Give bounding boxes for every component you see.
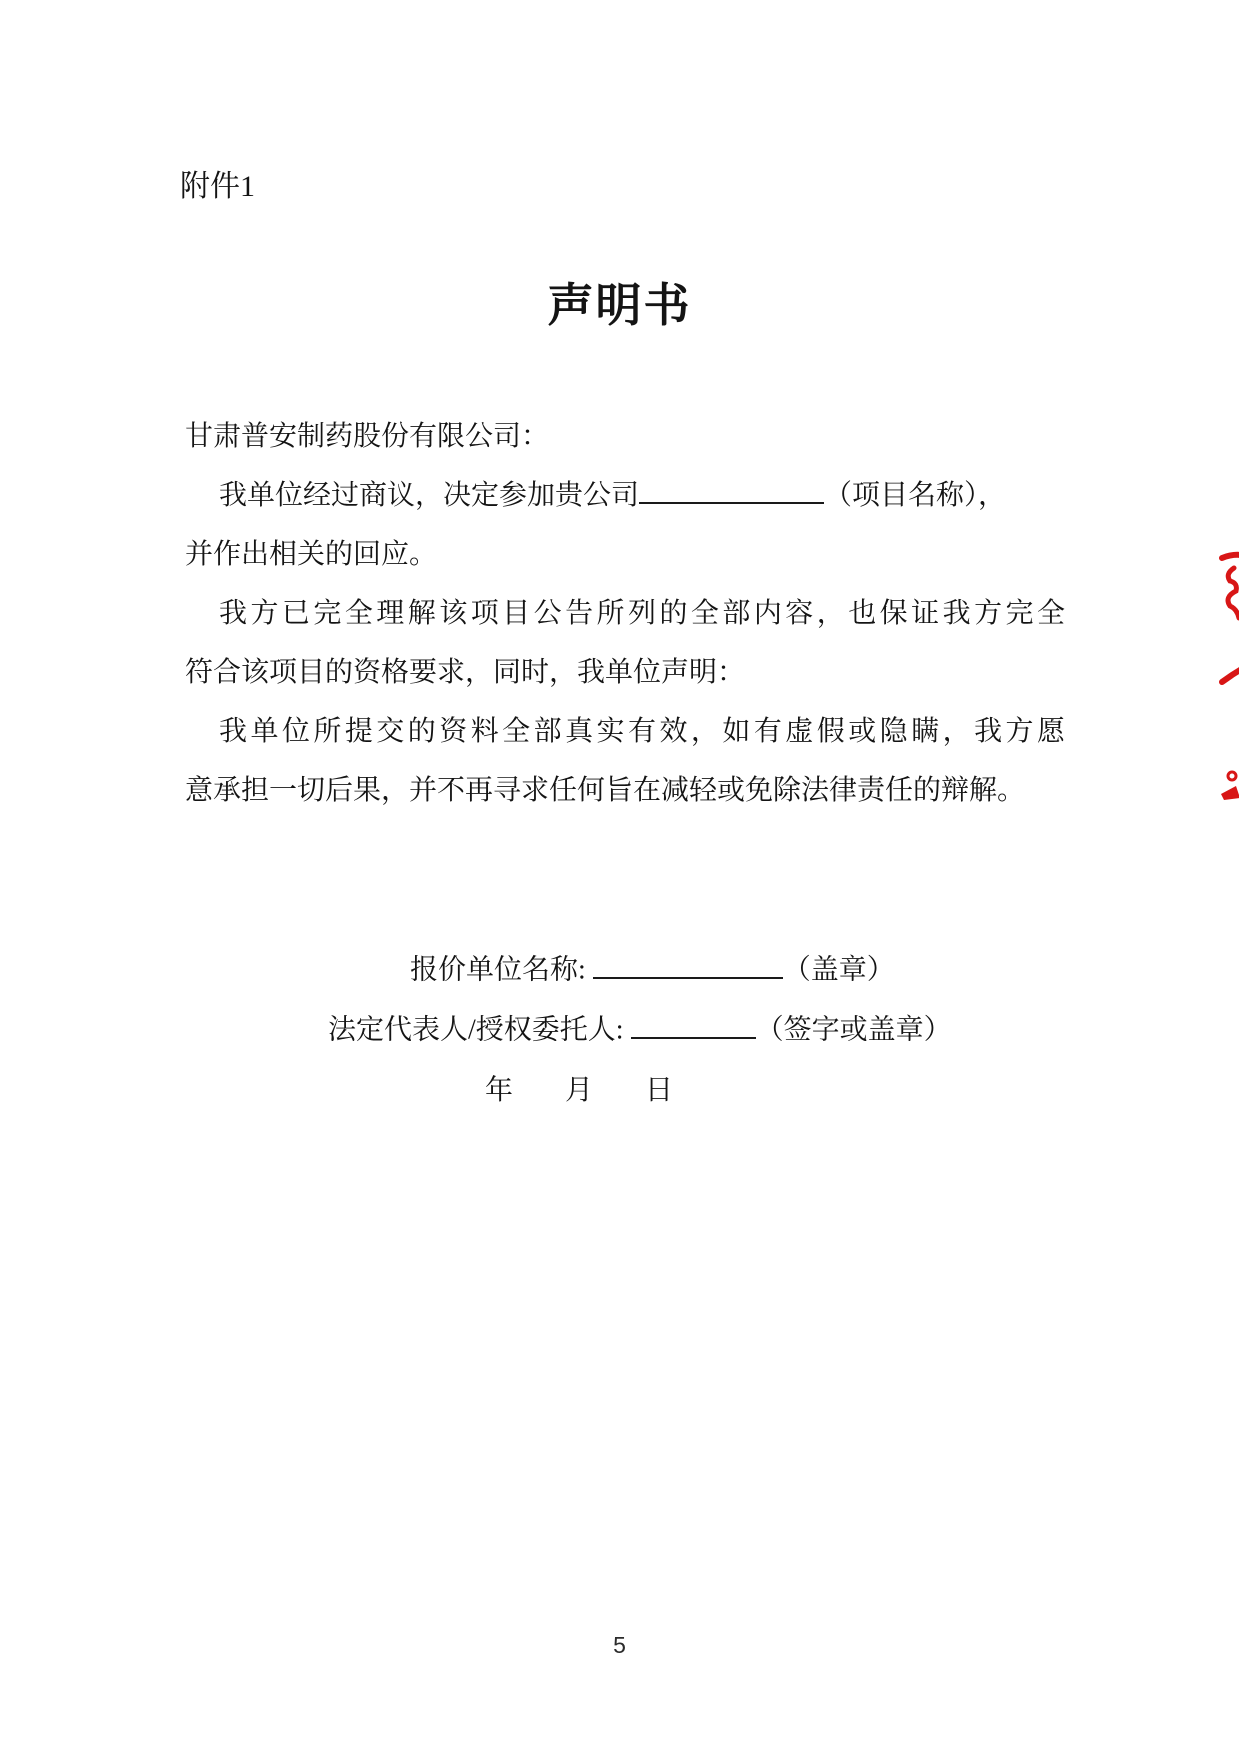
representative-blank: [631, 1010, 756, 1039]
para2-line2: 符合该项目的资格要求，同时，我单位声明：: [185, 657, 746, 688]
red-seal-mark-2: [1218, 662, 1239, 688]
date-month: 月: [565, 1075, 594, 1106]
representative-label: 法定代表人/授权委托人:: [328, 1014, 624, 1046]
date-line: [485, 1072, 673, 1110]
red-seal-mark-1: [1218, 548, 1239, 632]
company-seal-note: （盖章）: [782, 954, 895, 986]
para1-line1-prefix: 我单位经过商议，决定参加贵公司: [219, 480, 640, 511]
para3-line2: 意承担一切后果，并不再寻求任何旨在减轻或免除法律责任的辩解。: [185, 775, 1026, 806]
para1-line2: 并作出相关的回应。: [185, 539, 438, 570]
para1-line1: [185, 466, 1065, 525]
company-name-blank: [593, 950, 783, 979]
company-name-label: 报价单位名称:: [410, 954, 586, 986]
red-seal-mark-3: [1216, 766, 1239, 806]
para1-line1-suffix: （项目名称），: [824, 480, 1007, 511]
project-name-blank: [639, 475, 824, 504]
salutation: 甘肃普安制药股份有限公司：: [185, 421, 550, 452]
declaration-body: [185, 407, 1065, 820]
document-title: 声明书: [547, 280, 692, 331]
representative-sign-note: （签字或盖章）: [755, 1014, 952, 1046]
page-number: 5: [613, 1632, 626, 1658]
date-year: 年: [485, 1075, 514, 1106]
para2-line1: 我方已完全理解该项目公告所列的全部内容，也保证我方完全: [219, 598, 1065, 629]
date-day: 日: [645, 1075, 674, 1106]
signature-representative-line: [328, 1010, 952, 1050]
attachment-label: 附件1: [180, 170, 255, 203]
para3-line1: 我单位所提交的资料全部真实有效，如有虚假或隐瞒，我方愿: [219, 716, 1065, 747]
signature-company-line: [410, 950, 895, 990]
